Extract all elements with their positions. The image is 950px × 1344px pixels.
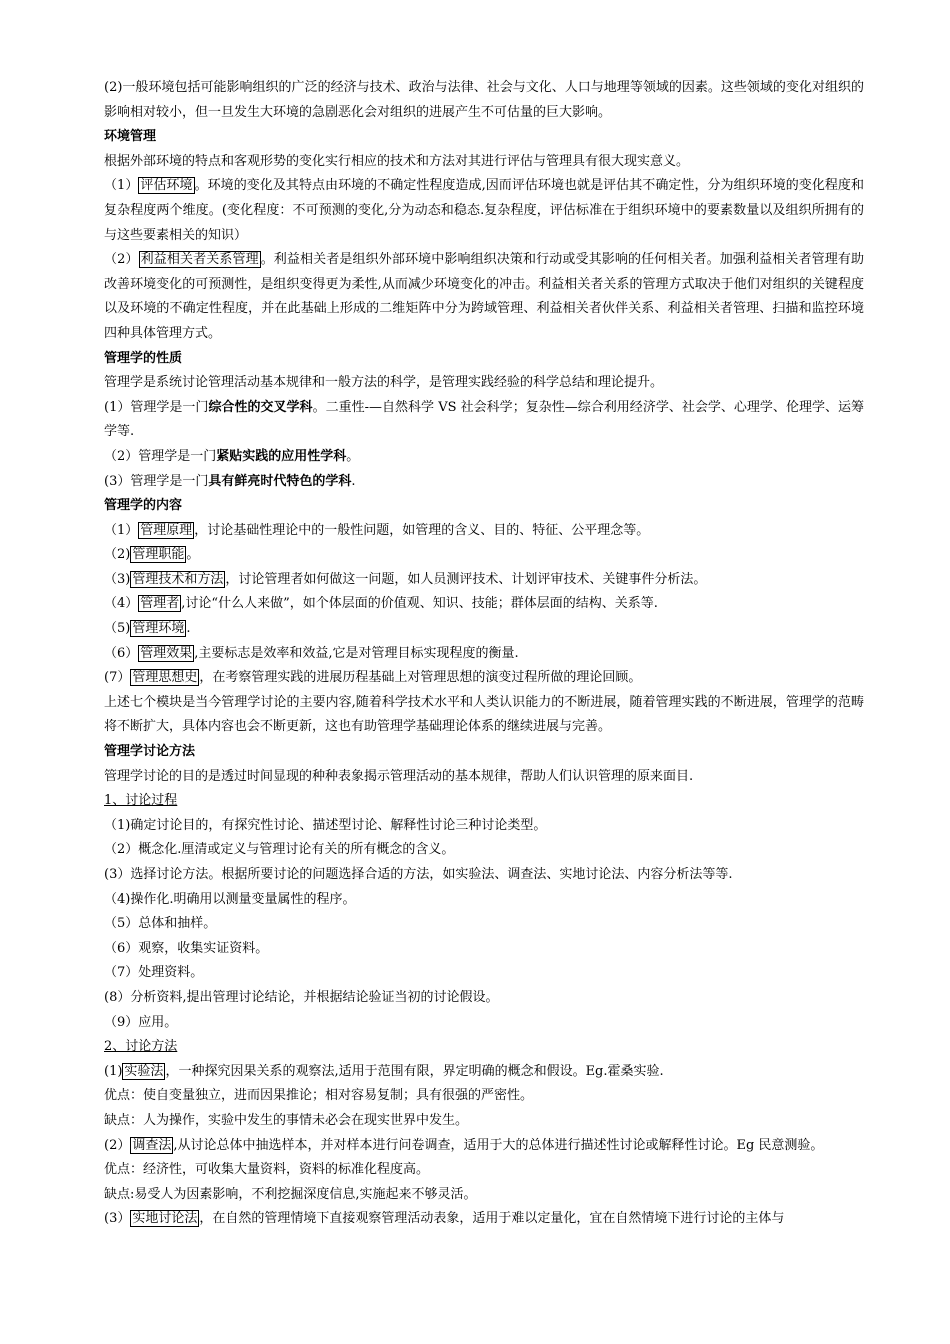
boxed-term: 管理环境 [132, 621, 185, 637]
heading-environment-management: 环境管理 [104, 129, 157, 145]
paragraph-environment-management: 根据外部环境的特点和客观形势的变化实行相应的技术和方法对其进行评估与管理具有很大现实意义。 [104, 153, 690, 169]
boxed-term: 实地讨论法 [132, 1211, 198, 1227]
env-item-1: （1） 评估环境 。环境的变化及其特点由环境的不确定性程度造成,因而评估环境也就是评估其不确定性，分为组织环境的变化程度和复杂程度两个维度。(变化程度：不可预测的变化,分为动态和稳态.复杂程度，评估标准在于组织环境中的要素数量以及组织所拥有的与这些要素相关的知识） [104, 178, 864, 243]
process-step: （6）观察，收集实证资料。 [104, 940, 269, 956]
method-survey-advantages: 优点：经济性，可收集大量资料，资料的标准化程度高。 [104, 1162, 430, 1178]
method-survey: (2） 调查法 ,从讨论总体中抽选样本，并对样本进行问卷调查，适用于大的总体进行描述性讨论或解释性讨论。Eg 民意测验。 [104, 1137, 824, 1153]
subheading-research-methods: 2、讨论方法 [104, 1039, 178, 1055]
process-step: (3）选择讨论方法。根据所要讨论的问题选择合适的方法，如实验法、调查法、实地讨论法、内容分析法等等. [104, 867, 733, 882]
content-item: (7） 管理思想史 ，在考察管理实践的进展历程基础上对管理思想的演变过程所做的理论回顾。 [104, 670, 642, 686]
heading-content: 管理学的内容 [104, 498, 183, 514]
boxed-term: 评估环境 [140, 178, 193, 194]
content-item: （1） 管理原理 ，讨论基础性理论中的一般性问题，如管理的含义、目的、特征、公平理念等。 [104, 522, 650, 538]
env-item-2: （2） 利益相关者关系管理 。利益相关者是组织外部环境中影响组织决策和行动或受其影响的任何相关者。加强利益相关者管理有助改善环境变化的可预测性，是组织变得更为柔性,从而减少环境变化的冲击。利益相关者关系的管理方式取决于他们对组织的关键程度以及环境的不确定性程度，并在此基础上形成的二维矩阵中分为跨域管理、利益相关者伙伴关系、利益相关者管理、扫描和监控环境四种具体管理方式。 [104, 252, 864, 341]
paragraph-research-method: 管理学讨论的目的是透过时间显现的种种表象揭示管理活动的基本规律，帮助人们认识管理的原来面目. [104, 768, 694, 784]
method-experiment: (1) 实验法 ，一种探究因果关系的观察法,适用于范围有限，界定明确的概念和假设。Eg.霍桑实验. [104, 1063, 664, 1079]
process-step: （5）总体和抽样。 [104, 916, 217, 932]
boxed-term: 调查法 [132, 1137, 172, 1153]
process-step: （4)操作化.明确用以测量变量属性的程序。 [104, 891, 356, 907]
process-step: (8）分析资料,提出管理讨论结论，并根据结论验证当初的讨论假设。 [104, 989, 499, 1005]
content-item: （4） 管理者 ,讨论“什么人来做”，如个体层面的价值观、知识、技能；群体层面的结构、关系等. [104, 596, 658, 612]
boxed-term: 实验法 [124, 1063, 164, 1079]
nature-item-2: （2）管理学是一门紧贴实践的应用性学科。 [104, 448, 360, 464]
process-step: （9）应用。 [104, 1014, 178, 1030]
nature-item-1: (1）管理学是一门综合性的交叉学科。二重性-—自然科学 VS 社会科学；复杂性—综合利用经济学、社会学、心理学、伦理学、运筹学等. [104, 399, 865, 440]
paragraph-modules: 上述七个模块是当今管理学讨论的主要内容,随着科学技术水平和人类认识能力的不断进展，随着管理实践的不断进展，管理学的范畴将不断扩大，具体内容也会不断更新，这也有助管理学基础理论体系的继续进展与完善。 [104, 694, 864, 735]
boxed-term: 管理者 [140, 596, 180, 612]
method-survey-disadvantages: 缺点:易受人为因素影响，不利挖掘深度信息,实施起来不够灵活。 [104, 1186, 477, 1202]
boxed-term: 管理效果 [140, 645, 193, 661]
boxed-term: 管理原理 [140, 522, 193, 538]
nature-item-3: (3）管理学是一门具有鲜亮时代特色的学科. [104, 473, 356, 489]
boxed-term: 管理技术和方法 [132, 571, 224, 587]
heading-research-method: 管理学讨论方法 [104, 744, 196, 760]
content-item: （5) 管理环境 . [104, 621, 191, 637]
content-item: （6） 管理效果 ,主要标志是效率和效益,它是对管理目标实现程度的衡量. [104, 645, 519, 661]
boxed-term: 管理思想史 [132, 670, 198, 686]
paragraph-nature: 管理学是系统讨论管理活动基本规律和一般方法的科学，是管理实践经验的科学总结和理论提升。 [104, 375, 664, 391]
process-step: （7）处理资料。 [104, 965, 204, 981]
paragraph-general-environment: (2)一般环境包括可能影响组织的广泛的经济与技术、政治与法律、社会与文化、人口与地理等领域的因素。这些领域的变化对组织的影响相对较小，但一旦发生大环境的急剧恶化会对组织的进展产生不可估量的巨大影响。 [104, 80, 864, 120]
process-step: （2）概念化.厘清或定义与管理讨论有关的所有概念的含义。 [104, 842, 455, 858]
heading-nature: 管理学的性质 [104, 350, 183, 366]
method-experiment-advantages: 优点：使自变量独立，进而因果推论；相对容易复制；具有很强的严密性。 [104, 1088, 534, 1104]
process-step: （1)确定讨论目的，有探究性讨论、描述型讨论、解释性讨论三种讨论类型。 [104, 817, 547, 833]
boxed-term: 管理职能 [132, 547, 185, 563]
method-experiment-disadvantages: 缺点：人为操作，实验中发生的事情未必会在现实世界中发生。 [104, 1112, 469, 1128]
content-item: （3) 管理技术和方法 ，讨论管理者如何做这一问题，如人员测评技术、计划评审技术、关键事件分析法。 [104, 571, 707, 587]
content-item: （2) 管理职能 。 [104, 547, 200, 563]
boxed-term: 利益相关者关系管理 [140, 252, 259, 268]
method-field-research: (3） 实地讨论法 ，在自然的管理情境下直接观察管理活动表象，适用于难以定量化，宜在自然情境下进行讨论的主体与 [104, 1211, 785, 1227]
subheading-research-process: 1、讨论过程 [104, 793, 178, 809]
